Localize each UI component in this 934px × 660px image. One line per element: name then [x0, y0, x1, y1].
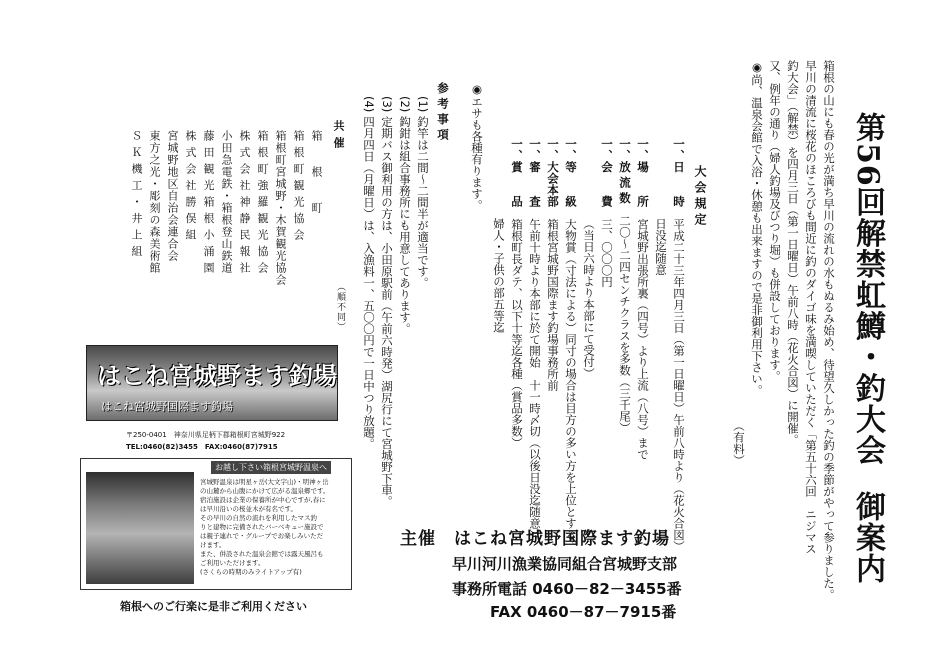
- sponsor-4: 箱 根 町 強 羅 観 光 協 会: [256, 130, 269, 274]
- sponsor-11: Ｓ Ｋ 機 工 ・ 井 上 組: [130, 130, 143, 258]
- organizer-name: はこね宮城野国際ます釣場: [454, 529, 670, 549]
- organizer-tel: 事務所電話 0460－82－3455番: [452, 580, 682, 598]
- ad-logo-sub: はこね宮城野国際ます釣場: [101, 400, 233, 413]
- ad-logo-text: はこね宮城野ます釣場: [97, 362, 337, 390]
- rule-judge: 一、審 査 午前十時より本部に於て開始 十一時〆切（以後日没迄随意）: [528, 138, 542, 541]
- sponsor-8: 株 式 会 社 勝 俣 組: [184, 130, 197, 241]
- rule-hq: 一、大会本部 箱根宮城野国際ます釣場事務所前: [546, 138, 560, 391]
- rule-release: 一、放 流 数 二〇～二四センチクラスを多数（三千尾）: [618, 138, 632, 434]
- note-2: (2) 鈎鉗は組合事務所にも用意してあります。: [398, 96, 412, 335]
- title-main: 第56回解禁虹鱒・釣大会: [850, 112, 885, 466]
- note-1: (1) 釣竿は二間～二間半が適当です。: [416, 96, 430, 289]
- rule-grade: 一、等 級 大物賞（寸法による）同寸の場合は目方の多い方を上位とする。: [564, 138, 578, 552]
- intro-line-1: 箱根の山にも春の光が満ち早川の流れの水もぬるみ始め、待望久しかった釣の季節がやって参りました。: [822, 60, 836, 601]
- sponsor-5: 株 式 会 社 神 静 民 報 社: [238, 130, 251, 274]
- sponsor-6: 小田急電鉄・箱根登山鉄道: [220, 130, 233, 274]
- intro-line-3: 釣大会」（解禁）を四月三日（第一日曜日）午前八時（花火合図）に開催。: [786, 60, 800, 446]
- organizer-block: [400, 524, 900, 622]
- rule-prize-extra: 婦人・子供の部五等迄: [492, 218, 506, 333]
- intro-line-4: 又、例年の通り（婦人釣場及びつり堀）も併設しております。: [768, 60, 782, 382]
- ad-onsen-title: お越し下さい箱根宮城野温泉へ: [211, 461, 331, 474]
- sponsor-7: 藤 田 観 光 箱 根 小 涌 園: [202, 130, 215, 274]
- rule-prize: 一、賞 品 箱根町長ダテ、以下十等迄各種（賞品多数）: [510, 138, 524, 449]
- organizer-label: 主催: [400, 529, 436, 549]
- rule-bait: ◉エサも各種有ります。: [470, 82, 484, 211]
- intro-line-2: 早川の清流に桜花のほころびも間近に釣のダイゴ味を満喫していただく「第五十六回 ニジマス: [804, 60, 818, 555]
- intro-line-5: ◉尚、温泉会館で入浴・休憩も出来ますので是非御利用下さい。: [750, 60, 764, 396]
- rule-fee-extra: （当日六時より本部にて受付）: [582, 218, 596, 379]
- sponsor-2: 箱 根 町 観 光 協 会: [292, 130, 305, 241]
- ad-logo-photo: [86, 345, 338, 421]
- sponsors-note: （順不同）: [335, 282, 345, 332]
- ad-phone: TEL:0460(82)3455 FAX:0460(87)7915: [126, 443, 278, 451]
- rule-place: 一、場 所 宮城野出張所裏（四号）より上流（八号）まで: [636, 138, 650, 460]
- organizer-fax: FAX 0460－87－7915番: [490, 603, 677, 621]
- document-title: [850, 112, 885, 585]
- sponsor-1: 箱 根 町: [310, 130, 323, 214]
- rule-date-extra: 日没迄随意: [654, 218, 668, 276]
- ad-footer: 箱根へのご行楽に是非ご利用ください: [120, 600, 307, 613]
- intro-line-6: （有料）: [732, 420, 746, 466]
- sponsor-3: 箱根町宮城野・木賀観光協会: [274, 130, 287, 286]
- organizer-union: 早川河川漁業協同組合宮城野支部: [452, 555, 678, 573]
- sponsor-10: 東方之光・彫刻の森美術館: [148, 130, 161, 274]
- sponsors-heading: 共催: [332, 120, 345, 154]
- title-sub: 御案内: [850, 491, 885, 585]
- rule-date: 一、日 時 平成二十三年四月三日（第一日曜日）午前八時より（花火合図）: [672, 138, 686, 552]
- note-4: (4) 四月四日（月曜日）は、入漁料一、五〇〇円で一日中つり放題。: [362, 96, 376, 450]
- rules-heading: 大会規定: [693, 165, 707, 229]
- rule-fee: 一、会 費 三、〇〇〇円: [600, 138, 614, 288]
- notes-heading: 参考事項: [436, 82, 450, 144]
- ad-onsen-photo: [86, 472, 194, 584]
- sponsor-9: 宮城野地区自治会連合会: [166, 130, 179, 262]
- ad-onsen-text: 宮城野温泉は明星ヶ岳(大文字山)・明神ヶ岳 の山麓から山腹にかけて広がる温泉郷です。 宿泊施設は企業の保養所が中心ですが,春に は早川沿いの桜並木が有名です。 その早川の自然の流れを利用したマス釣 りと建物に完備されたバーベキュー施設で は親子連れで・グループでお楽しみいただ けます。 また、併設された温泉会館では露天風呂も ご利用いただけます。 (さくらの時期のみライトアップ有): [200, 478, 330, 576]
- note-3: (3) 定期バス御利用の方は、小田原駅前（午前六時発）湖尻行にて宮城野下車。: [380, 96, 394, 507]
- ad-address: 〒250-0401 神奈川県足柄下郡箱根町宮城野922: [126, 431, 286, 439]
